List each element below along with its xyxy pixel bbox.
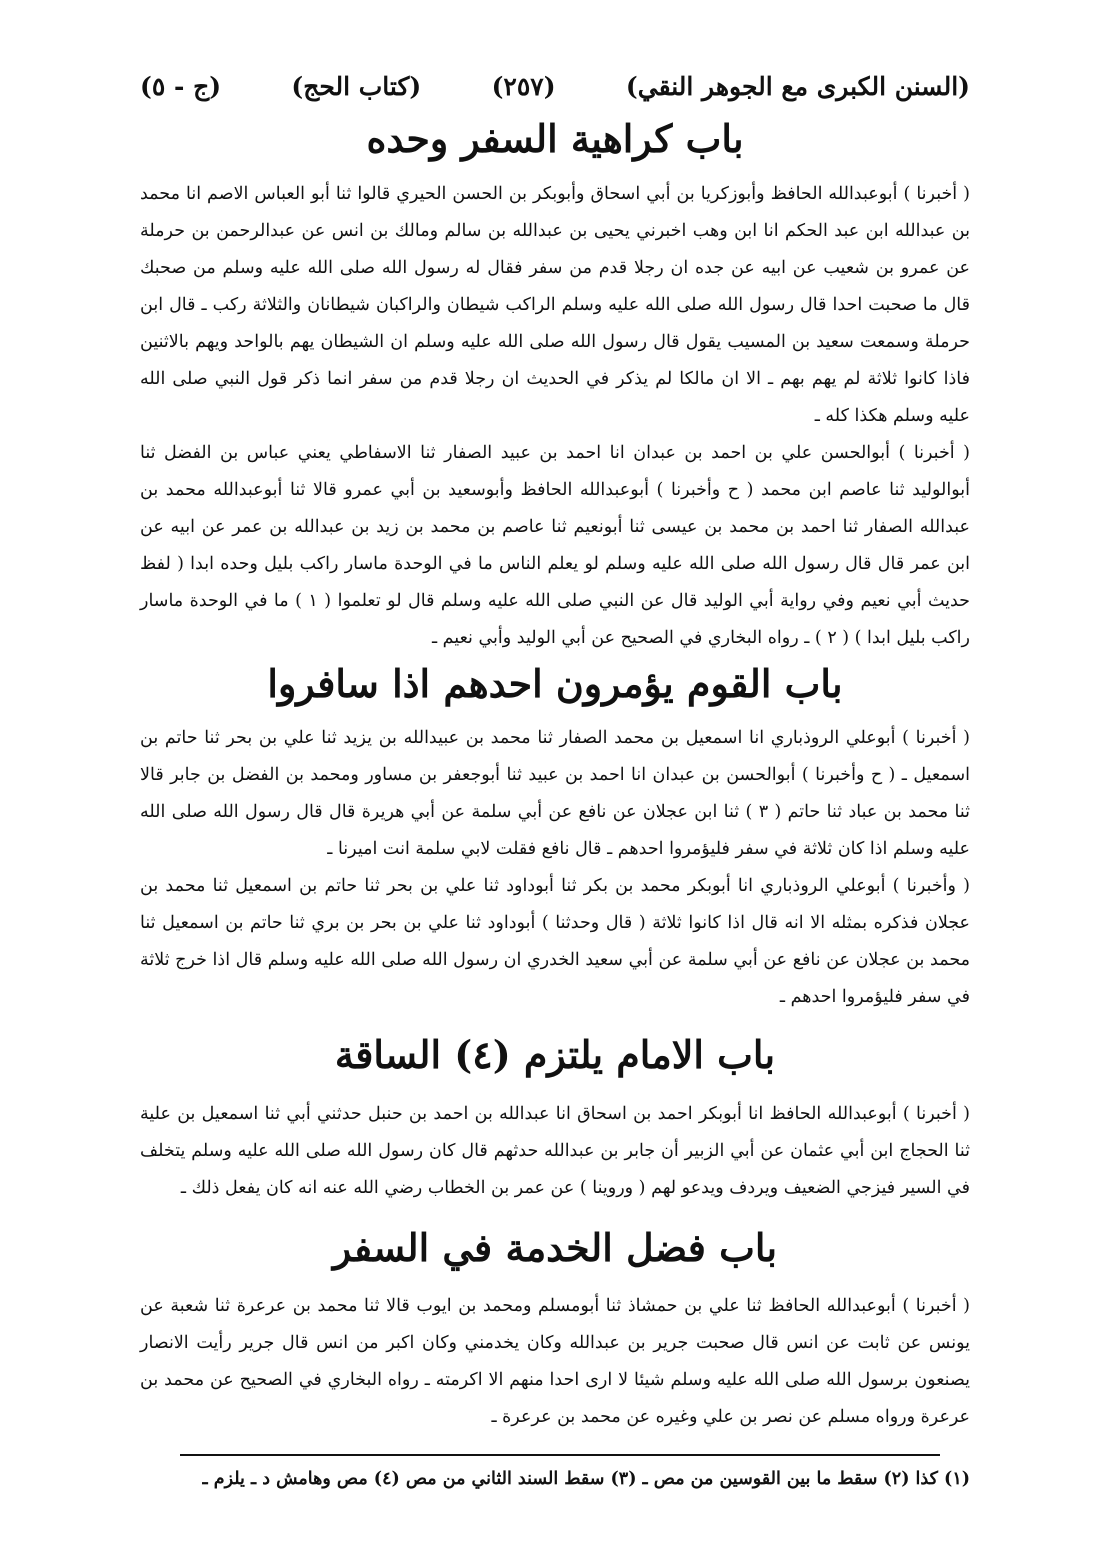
volume-number: (ج - ٥) <box>140 71 222 101</box>
chapter-paragraph: ( أخبرنا ) أبوعبدالله الحافظ انا أبوبكر احمد بن اسحاق انا عبدالله بن احمد بن حنبل حدثني أبي ثنا اسمعيل بن علية ثنا الحجاج ابن أبي عثمان عن أبي الزبير أن جابر بن عبدالله حدثهم قال كان رسول الله صلى الله عليه وسلم يتخلف في السير فيزجي الضعيف ويردف ويدعو لهم ( وروينا ) عن عمر بن الخطاب رضي الله عنه انه كان يفعل ذلك ـ <box>140 1103 970 1198</box>
chapter-4 <box>140 1225 970 1437</box>
section-title: (كتاب الحج) <box>291 71 422 101</box>
footnotes: (١) كذا (٢) سقط ما بين القوسين من مص ـ (٣) سقط السند الثاني من مص (٤) مص وهامش د ـ يلزم ـ <box>202 1469 970 1490</box>
chapter-paragraph: ( أخبرنا ) أبوعلي الروذباري انا اسمعيل بن محمد الصفار ثنا محمد بن عبيدالله بن يزيد ثنا علي بن بحر ثنا حاتم بن اسمعيل ـ ( ح وأخبرنا ) أبوالحسن بن عبدان انا احمد بن عبيد ثنا أبوجعفر بن مساور ومحمد بن الفضل بن جابر قالا ثنا محمد بن عباد ثنا حاتم ( ٣ ) ثنا ابن عجلان عن نافع عن أبي سلمة عن أبي هريرة قال قال رسول الله صلى الله عليه وسلم اذا كان ثلاثة في سفر فليؤمروا احدهم ـ قال نافع فقلت لابي سلمة انت اميرنا ـ <box>140 728 971 860</box>
chapter-paragraph: ( وأخبرنا ) أبوعلي الروذباري انا أبوبكر محمد بن بكر ثنا أبوداود ثنا علي بن بحر ثنا حاتم بن اسمعيل ثنا محمد بن عجلان فذكره بمثله الا انه قال اذا كانوا ثلاثة ( قال وحدثنا ) أبوداود ثنا علي بن بحر بن بري ثنا حاتم بن اسمعيل ثنا محمد بن عجلان عن نافع عن أبي سلمة عن أبي سعيد الخدري ان رسول الله صلى الله عليه وسلم قال اذا خرج ثلاثة في سفر فليؤمروا احدهم ـ <box>140 876 970 1008</box>
footnote-divider <box>180 1454 940 1456</box>
chapter-heading: باب فضل الخدمة في السفر <box>332 1224 778 1270</box>
running-header <box>140 60 970 112</box>
chapter-heading: باب القوم يؤمرون احدهم اذا سافروا <box>267 660 843 706</box>
chapter-paragraph: ( أخبرنا ) أبوعبدالله الحافظ وأبوزكريا بن أبي اسحاق وأبوبكر بن الحسن الحيري قالوا ثنا أبو العباس الاصم انا محمد بن عبدالله ابن عبد الحكم انا ابن وهب اخبرني يحيى بن عبدالله بن سالم ومالك بن انس عن عبدالرحمن بن حرملة عن عمرو بن شعيب عن ابيه عن جده ان رجلا قدم من سفر فقال له رسول الله صلى الله عليه وسلم من صحبك قال ما صحبت احدا قال رسول الله صلى الله عليه وسلم الراكب شيطان والراكبان شيطانان والثلاثة ركب ـ قال ابن حرملة وسمعت سعيد بن المسيب يقول قال رسول الله صلى الله عليه وسلم ان الشيطان يهم بالواحد ويهم بالاثنين فاذا كانوا ثلاثة لم يهم بهم ـ الا ان مالكا لم يذكر في الحديث ان رجلا قدم من سفر انما ذكر قول النبي صلى الله عليه وسلم هكذا كله ـ <box>140 183 970 426</box>
chapter-1 <box>140 116 970 657</box>
chapter-heading: باب الامام يلتزم (٤) الساقة <box>334 1032 776 1078</box>
chapter-paragraph: ( أخبرنا ) أبوعبدالله الحافظ ثنا علي بن حمشاذ ثنا أبومسلم ومحمد بن ايوب قالا ثنا محمد بن عرعرة ثنا شعبة عن يونس عن ثابت عن انس قال صحبت جرير بن عبدالله وكان يخدمني وكان اكبر من انس قال جرير رأيت الانصار يصنعون برسول الله صلى الله عليه وسلم شيئا لا ارى احدا منهم الا اكرمته ـ رواه البخاري في الصحيح عن محمد بن عرعرة ورواه مسلم عن نصر بن علي وغيره عن محمد بن عرعرة ـ <box>140 1296 970 1428</box>
book-title: (السنن الكبرى مع الجوهر النقي) <box>625 71 970 101</box>
chapter-3 <box>140 1032 970 1207</box>
chapter-heading: باب كراهية السفر وحده <box>366 116 744 161</box>
chapter-2 <box>140 661 970 1017</box>
chapter-paragraph: ( أخبرنا ) أبوالحسن علي بن احمد بن عبدان انا احمد بن عبيد الصفار ثنا الاسفاطي يعني عباس بن الفضل ثنا أبوالوليد ثنا عاصم ابن محمد ( ح وأخبرنا ) أبوعبدالله الحافظ وأبوسعيد بن أبي عمرو قالا ثنا أبوعبدالله محمد بن عبدالله الصفار ثنا احمد بن محمد بن عيسى ثنا أبونعيم ثنا عاصم بن محمد بن زيد بن عبدالله بن عمر عن ابيه عن ابن عمر قال قال رسول الله صلى الله عليه وسلم لو يعلم الناس ما في الوحدة ماسار راكب بليل وحده ابدا ( لفظ حديث أبي نعيم وفي رواية أبي الوليد قال عن النبي صلى الله عليه وسلم قال لو تعلموا ( ١ ) ما في الوحدة ماسار راكب بليل ابدا ) ( ٢ ) ـ رواه البخاري في الصحيح عن أبي الوليد وأبي نعيم ـ <box>140 442 970 648</box>
page-number: (٢٥٧) <box>491 71 556 101</box>
